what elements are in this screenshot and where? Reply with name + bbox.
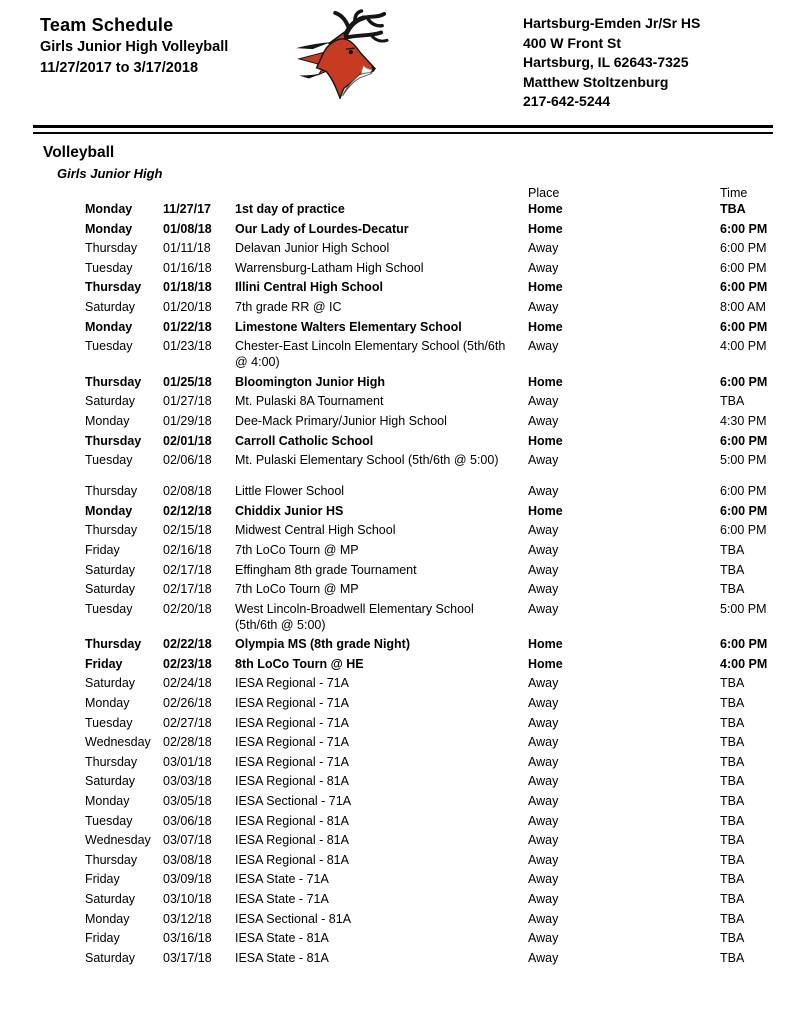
- day-cell: Friday: [85, 872, 120, 887]
- time-cell: TBA: [720, 582, 745, 597]
- time-cell: TBA: [720, 394, 745, 409]
- day-cell: Thursday: [85, 241, 138, 256]
- time-cell: TBA: [720, 833, 745, 848]
- date-cell: 02/23/18: [163, 656, 212, 671]
- date-cell: 01/20/18: [163, 299, 212, 314]
- place-cell: Away: [528, 794, 559, 809]
- schedule-row: [85, 260, 790, 276]
- time-cell: 6:00 PM: [720, 374, 768, 389]
- place-cell: Away: [528, 911, 559, 926]
- day-cell: Wednesday: [85, 735, 151, 750]
- place-cell: Away: [528, 260, 559, 275]
- day-cell: Saturday: [85, 950, 136, 965]
- place-cell: Home: [528, 374, 563, 389]
- event-cell: IESA State - 81A: [235, 950, 329, 965]
- event-cell: IESA Regional - 71A: [235, 735, 349, 750]
- schedule-row: [85, 413, 790, 429]
- place-cell: Away: [528, 299, 559, 314]
- place-cell: Away: [528, 601, 559, 616]
- time-cell: TBA: [720, 892, 745, 906]
- schedule-row: [85, 773, 790, 789]
- date-cell: 01/27/18: [163, 394, 212, 409]
- place-cell: Away: [528, 735, 559, 750]
- school-address-line2: Hartsburg, IL 62643-7325: [523, 54, 689, 70]
- date-cell: 02/06/18: [163, 453, 212, 468]
- day-cell: Tuesday: [85, 453, 133, 468]
- day-cell: Tuesday: [85, 813, 133, 828]
- date-cell: 02/15/18: [163, 523, 212, 538]
- event-cell: IESA Sectional - 81A: [235, 911, 352, 926]
- event-cell: Mt. Pulaski Elementary School (5th/6th @ 5:00): [235, 453, 499, 468]
- stag-mascot-logo-icon: [294, 9, 394, 99]
- date-cell: 03/07/18: [163, 833, 212, 848]
- day-cell: Tuesday: [85, 260, 133, 275]
- day-cell: Tuesday: [85, 601, 133, 616]
- event-cell: IESA State - 71A: [235, 872, 329, 887]
- time-cell: TBA: [720, 813, 745, 828]
- place-cell: Away: [528, 813, 559, 828]
- schedule-rows: [85, 201, 790, 966]
- school-contact-name: Matthew Stoltzenburg: [523, 73, 669, 90]
- event-cell: IESA Regional - 81A: [235, 813, 349, 828]
- time-cell: 6:00 PM: [720, 523, 767, 538]
- day-cell: Saturday: [85, 582, 136, 597]
- schedule-row: [85, 734, 790, 750]
- day-cell: Thursday: [85, 484, 138, 499]
- team-subtitle: Girls Junior High Volleyball: [40, 39, 229, 55]
- schedule-row: [85, 950, 790, 966]
- time-cell: TBA: [720, 774, 745, 789]
- time-cell: TBA: [720, 202, 746, 216]
- schedule-row: [85, 930, 790, 946]
- day-cell: Monday: [85, 696, 130, 711]
- place-cell: Home: [528, 637, 563, 652]
- event-cell: Chiddix Junior HS: [235, 503, 344, 518]
- day-cell: Friday: [85, 656, 123, 671]
- school-contact-block: [523, 14, 700, 112]
- place-cell: Away: [528, 542, 559, 557]
- date-cell: 02/16/18: [163, 542, 212, 557]
- date-cell: 03/10/18: [163, 892, 212, 906]
- day-cell: Monday: [85, 221, 133, 236]
- place-cell: Away: [528, 696, 559, 711]
- place-cell: Home: [528, 656, 563, 671]
- schedule-row: [85, 338, 790, 370]
- time-cell: TBA: [720, 872, 745, 887]
- date-cell: 02/17/18: [163, 582, 212, 597]
- day-cell: Thursday: [85, 852, 138, 867]
- time-cell: 6:00 PM: [720, 280, 768, 295]
- time-cell: TBA: [720, 754, 745, 769]
- event-cell: Effingham 8th grade Tournament: [235, 562, 417, 577]
- schedule-table: [85, 187, 790, 966]
- event-cell: Dee-Mack Primary/Junior High School: [235, 413, 447, 428]
- day-cell: Thursday: [85, 754, 138, 769]
- event-cell: Olympia MS (8th grade Night): [235, 637, 411, 652]
- place-cell: Away: [528, 394, 559, 409]
- day-cell: Saturday: [85, 562, 136, 577]
- time-cell: TBA: [720, 794, 745, 809]
- event-cell: IESA Regional - 81A: [235, 774, 349, 789]
- time-cell: 4:00 PM: [720, 656, 768, 671]
- place-cell: Away: [528, 484, 559, 499]
- header-divider: [33, 125, 773, 134]
- event-cell: IESA Regional - 71A: [235, 676, 349, 691]
- schedule-row: [85, 911, 790, 927]
- event-cell: IESA State - 71A: [235, 892, 329, 906]
- day-cell: Saturday: [85, 299, 136, 314]
- date-cell: 11/27/17: [163, 202, 211, 216]
- place-cell: Away: [528, 523, 559, 538]
- day-cell: Saturday: [85, 892, 136, 906]
- place-cell: Home: [528, 221, 563, 236]
- place-cell: Home: [528, 433, 563, 448]
- schedule-row: [85, 871, 790, 887]
- event-cell: 7th LoCo Tourn @ MP: [235, 542, 359, 557]
- place-cell: Home: [528, 202, 563, 216]
- date-cell: 03/03/18: [163, 774, 212, 789]
- time-cell: TBA: [720, 735, 745, 750]
- date-cell: 01/29/18: [163, 413, 212, 428]
- event-cell: Chester-East Lincoln Elementary School (5th/6th @ 4:00): [235, 339, 506, 370]
- event-cell: Our Lady of Lourdes-Decatur: [235, 221, 409, 236]
- event-cell: Little Flower School: [235, 484, 345, 499]
- schedule-row: [85, 452, 790, 468]
- time-column-header: Time: [720, 186, 748, 200]
- event-cell: IESA Regional - 81A: [235, 833, 349, 848]
- schedule-row: [85, 715, 790, 731]
- event-cell: West Lincoln-Broadwell Elementary School (5th/6th @ 5:00): [235, 601, 474, 632]
- schedule-row: [85, 483, 790, 499]
- event-cell: IESA Regional - 71A: [235, 696, 349, 711]
- place-cell: Away: [528, 950, 559, 965]
- date-cell: 02/08/18: [163, 484, 212, 499]
- schedule-row: [85, 201, 790, 217]
- date-cell: 01/11/18: [163, 241, 211, 256]
- day-cell: Saturday: [85, 774, 136, 789]
- time-cell: TBA: [720, 950, 745, 965]
- day-cell: Thursday: [85, 637, 142, 652]
- place-cell: Away: [528, 872, 559, 887]
- place-cell: Away: [528, 676, 559, 691]
- time-cell: TBA: [720, 676, 745, 691]
- place-cell: Home: [528, 503, 563, 518]
- schedule-row: [85, 675, 790, 691]
- time-cell: TBA: [720, 931, 745, 946]
- date-cell: 03/17/18: [163, 950, 212, 965]
- schedule-row: [85, 240, 790, 256]
- team-title: Girls Junior High: [57, 166, 163, 181]
- time-cell: 4:00 PM: [720, 339, 767, 354]
- date-cell: 01/18/18: [163, 280, 212, 295]
- school-name: Hartsburg-Emden Jr/Sr HS: [523, 15, 701, 31]
- place-cell: Home: [528, 319, 563, 334]
- schedule-row: [85, 522, 790, 538]
- day-cell: Monday: [85, 319, 133, 334]
- date-cell: 01/22/18: [163, 319, 212, 334]
- schedule-row: [85, 891, 790, 907]
- schedule-row: [85, 581, 790, 597]
- time-cell: TBA: [720, 911, 745, 926]
- column-header-row: [85, 187, 790, 200]
- event-cell: Bloomington Junior High: [235, 374, 385, 389]
- date-cell: 01/23/18: [163, 339, 212, 354]
- time-cell: 6:00 PM: [720, 221, 768, 236]
- event-cell: IESA Sectional - 71A: [235, 794, 352, 809]
- schedule-row: [85, 695, 790, 711]
- time-cell: 6:00 PM: [720, 433, 768, 448]
- event-cell: Carroll Catholic School: [235, 433, 374, 448]
- header-left-block: [40, 15, 228, 76]
- day-cell: Tuesday: [85, 339, 133, 354]
- day-cell: Friday: [85, 542, 120, 557]
- event-cell: Delavan Junior High School: [235, 241, 390, 256]
- day-cell: Monday: [85, 794, 130, 809]
- place-cell: Away: [528, 453, 559, 468]
- schedule-row: [85, 852, 790, 868]
- sport-title: Volleyball: [43, 144, 115, 161]
- event-cell: Illini Central High School: [235, 280, 383, 295]
- place-cell: Away: [528, 774, 559, 789]
- schedule-row: [85, 319, 790, 335]
- day-cell: Thursday: [85, 523, 138, 538]
- day-cell: Monday: [85, 911, 130, 926]
- place-cell: Away: [528, 892, 559, 906]
- time-cell: 6:00 PM: [720, 260, 767, 275]
- event-cell: 7th LoCo Tourn @ MP: [235, 582, 359, 597]
- time-cell: TBA: [720, 852, 745, 867]
- column-header-spacer: [85, 187, 528, 200]
- place-column-header: Place: [528, 186, 560, 200]
- place-cell: Away: [528, 715, 559, 730]
- time-cell: 6:00 PM: [720, 503, 768, 518]
- schedule-row: [85, 636, 790, 652]
- schedule-row: [85, 562, 790, 578]
- time-cell: 5:00 PM: [720, 453, 767, 468]
- time-cell: 6:00 PM: [720, 637, 768, 652]
- time-cell: 6:00 PM: [720, 319, 768, 334]
- schedule-row: [85, 299, 790, 315]
- event-cell: 1st day of practice: [235, 202, 345, 216]
- date-cell: 02/24/18: [163, 676, 212, 691]
- date-cell: 02/26/18: [163, 696, 212, 711]
- place-cell: Away: [528, 562, 559, 577]
- date-cell: 02/17/18: [163, 562, 212, 577]
- event-cell: 8th LoCo Tourn @ HE: [235, 656, 364, 671]
- schedule-row: [85, 374, 790, 390]
- place-cell: Away: [528, 833, 559, 848]
- date-cell: 01/08/18: [163, 221, 212, 236]
- time-cell: 6:00 PM: [720, 484, 767, 499]
- day-cell: Wednesday: [85, 833, 151, 848]
- schedule-row: [85, 221, 790, 237]
- schedule-row: [85, 832, 790, 848]
- day-cell: Friday: [85, 931, 120, 946]
- date-cell: 03/08/18: [163, 852, 212, 867]
- date-cell: 03/05/18: [163, 794, 212, 809]
- event-cell: Warrensburg-Latham High School: [235, 260, 424, 275]
- event-cell: IESA Regional - 81A: [235, 852, 349, 867]
- date-cell: 03/16/18: [163, 931, 212, 946]
- date-cell: 02/20/18: [163, 601, 212, 616]
- school-phone: 217-642-5244: [523, 93, 611, 109]
- date-cell: 03/12/18: [163, 911, 212, 926]
- time-cell: TBA: [720, 715, 745, 730]
- date-cell: 01/25/18: [163, 374, 212, 389]
- time-cell: TBA: [720, 562, 745, 577]
- day-cell: Monday: [85, 503, 133, 518]
- event-cell: IESA State - 81A: [235, 931, 329, 946]
- day-cell: Saturday: [85, 394, 136, 409]
- date-cell: 02/27/18: [163, 715, 212, 730]
- date-cell: 03/06/18: [163, 813, 212, 828]
- time-cell: 4:30 PM: [720, 413, 767, 428]
- date-cell: 02/22/18: [163, 637, 212, 652]
- schedule-row: [85, 393, 790, 409]
- date-cell: 03/01/18: [163, 754, 212, 769]
- place-cell: Away: [528, 582, 559, 597]
- schedule-row: [85, 793, 790, 809]
- date-cell: 01/16/18: [163, 260, 212, 275]
- place-cell: Away: [528, 241, 559, 256]
- event-cell: IESA Regional - 71A: [235, 715, 349, 730]
- time-cell: 5:00 PM: [720, 601, 767, 616]
- schedule-row: [85, 433, 790, 449]
- time-cell: TBA: [720, 696, 745, 711]
- event-cell: IESA Regional - 71A: [235, 754, 349, 769]
- schedule-row: [85, 754, 790, 770]
- date-cell: 02/12/18: [163, 503, 212, 518]
- date-cell: 03/09/18: [163, 872, 212, 887]
- event-cell: Mt. Pulaski 8A Tournament: [235, 394, 384, 409]
- place-cell: Away: [528, 413, 559, 428]
- schedule-row: [85, 813, 790, 829]
- page-title: Team Schedule: [40, 15, 174, 35]
- day-cell: Thursday: [85, 433, 142, 448]
- season-date-range: 11/27/2017 to 3/17/2018: [40, 60, 199, 76]
- time-cell: TBA: [720, 542, 745, 557]
- date-cell: 02/01/18: [163, 433, 212, 448]
- place-cell: Away: [528, 339, 559, 354]
- day-cell: Tuesday: [85, 715, 133, 730]
- day-cell: Monday: [85, 413, 130, 428]
- place-cell: Home: [528, 280, 563, 295]
- date-cell: 02/28/18: [163, 735, 212, 750]
- schedule-row: [85, 279, 790, 295]
- day-cell: Thursday: [85, 374, 142, 389]
- day-cell: Monday: [85, 202, 133, 216]
- schedule-row: [85, 656, 790, 672]
- place-cell: Away: [528, 754, 559, 769]
- event-cell: Limestone Walters Elementary School: [235, 319, 462, 334]
- schedule-row: [85, 503, 790, 519]
- time-cell: 8:00 AM: [720, 299, 766, 314]
- page-header: [0, 0, 800, 125]
- time-cell: 6:00 PM: [720, 241, 767, 256]
- schedule-row: [85, 542, 790, 558]
- event-cell: Midwest Central High School: [235, 523, 396, 538]
- event-cell: 7th grade RR @ IC: [235, 299, 342, 314]
- school-address-line1: 400 W Front St: [523, 34, 622, 51]
- day-cell: Saturday: [85, 676, 136, 691]
- day-cell: Thursday: [85, 280, 142, 295]
- place-cell: Away: [528, 852, 559, 867]
- place-cell: Away: [528, 931, 559, 946]
- schedule-row: [85, 601, 790, 633]
